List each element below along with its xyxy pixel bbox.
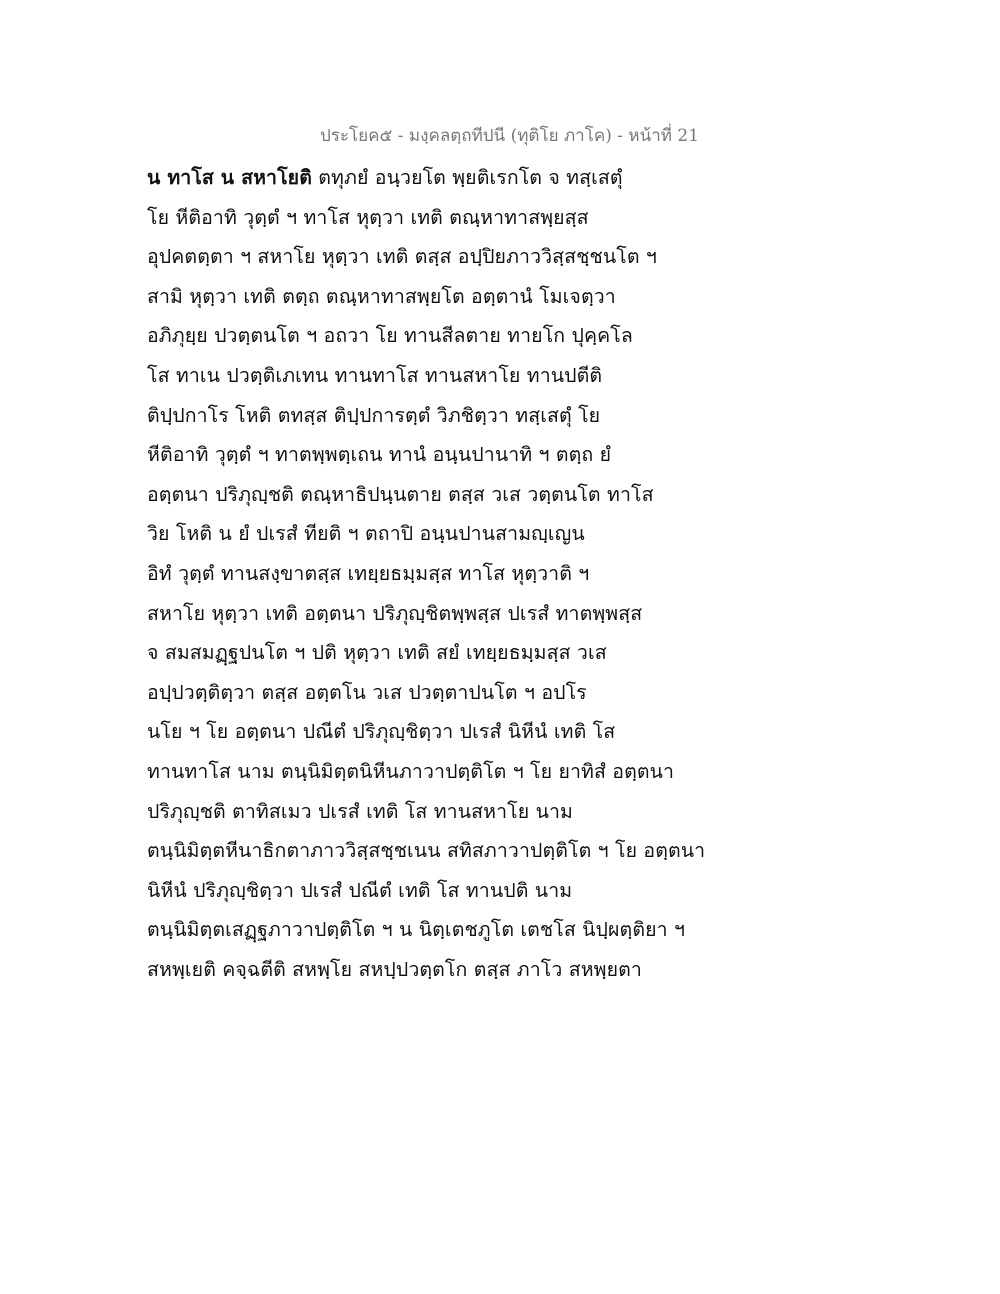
body-line: อิทํ วุตฺตํ ทานสงฺขาตสฺส เทยฺยธมฺมสฺส ทาโส หุตฺวาติ ฯ bbox=[147, 561, 590, 585]
running-header: ประโยค๕ - มงฺคลตฺถทีปนี (ทุติโย ภาโค) - หน้าที่ 21 bbox=[320, 126, 700, 146]
body-line: หีติอาทิ วุตฺตํ ฯ ทาตพฺพตฺเถน ทานํ อนฺนปานาทิ ฯ ตตฺถ ยํ bbox=[147, 443, 612, 467]
body-line: อุปคตตฺตา ฯ สหาโย หุตฺวา เทติ ตสฺส อปฺปิยภาววิสฺสชฺชนโต ฯ bbox=[147, 245, 657, 269]
body-line: ตนฺนิมิตฺตเสฏฺฐภาวาปตฺติโต ฯ น นิตฺเตชภูโต เตชโส นิปฺผตฺติยา ฯ bbox=[147, 918, 686, 942]
body-line bbox=[147, 158, 707, 198]
body-line: อตฺตนา ปริภุญฺชติ ตณฺหาธิปนฺนตาย ตสฺส วเส วตฺตนโต ทาโส bbox=[147, 482, 654, 506]
body-line: ทานทาโส นาม ตนฺนิมิตฺตนิหีนภาวาปตฺติโต ฯ โย ยาทิสํ อตฺตนา bbox=[147, 759, 675, 783]
body-line: สามิ หุตฺวา เทติ ตตฺถ ตณฺหาทาสพฺยโต อตฺตานํ โมเจตฺวา bbox=[147, 284, 616, 308]
body-line: โส ทาเน ปวตฺติเภเทน ทานทาโส ทานสหาโย ทานปตีติ bbox=[147, 363, 603, 387]
body-line: จ สมสมฏฺฐปนโต ฯ ปติ หุตฺวา เทติ สยํ เทยฺยธมฺมสฺส วเส bbox=[147, 641, 607, 665]
body-line: ติปฺปกาโร โหติ ตทสฺส ติปฺปการตฺตํ วิภชิตฺวา ทสฺเสตุํ โย bbox=[147, 403, 601, 427]
body-line: สหพฺเยติ คจฺฉตีติ สหพฺโย สหปฺปวตฺตโก ตสฺส ภาโว สหพฺยตา bbox=[147, 957, 642, 981]
lead-phrase: น ทาโส น สหาโยติ bbox=[147, 166, 312, 189]
body-line: ตนฺนิมิตฺตหีนาธิกตาภาววิสฺสชฺชเนน สทิสภาวาปตฺติโต ฯ โย อตฺตนา bbox=[147, 839, 706, 863]
body-line: นโย ฯ โย อตฺตนา ปณีตํ ปริภุญฺชิตฺวา ปเรสํ นิหีนํ เทติ โส bbox=[147, 720, 616, 744]
body-text bbox=[147, 158, 707, 989]
body-line: วิย โหติ น ยํ ปเรสํ ทียติ ฯ ตถาปิ อนฺนปานสามญฺเญน bbox=[147, 522, 585, 546]
line-text: ตทุภยํ อนฺวยโต พฺยติเรกโต จ ทสฺเสตุํ bbox=[311, 166, 623, 189]
body-line: ปริภุญฺชติ ตาทิสเมว ปเรสํ เทติ โส ทานสหาโย นาม bbox=[147, 799, 573, 823]
body-line: อภิภุยฺย ปวตฺตนโต ฯ อถวา โย ทานสีลตาย ทายโก ปุคฺคโล bbox=[147, 324, 633, 348]
body-line: สหาโย หุตฺวา เทติ อตฺตนา ปริภุญฺชิตพฺพสฺส ปเรสํ ทาตพฺพสฺส bbox=[147, 601, 643, 625]
body-line: โย หีติอาทิ วุตฺตํ ฯ ทาโส หุตฺวา เทติ ตณฺหาทาสพฺยสฺส bbox=[147, 205, 589, 229]
body-line: อปฺปวตฺติตฺวา ตสฺส อตฺตโน วเส ปวตฺตาปนโต ฯ อปโร bbox=[147, 680, 587, 704]
body-line: นิหีนํ ปริภุญฺชิตฺวา ปเรสํ ปณีตํ เทติ โส ทานปติ นาม bbox=[147, 878, 573, 902]
